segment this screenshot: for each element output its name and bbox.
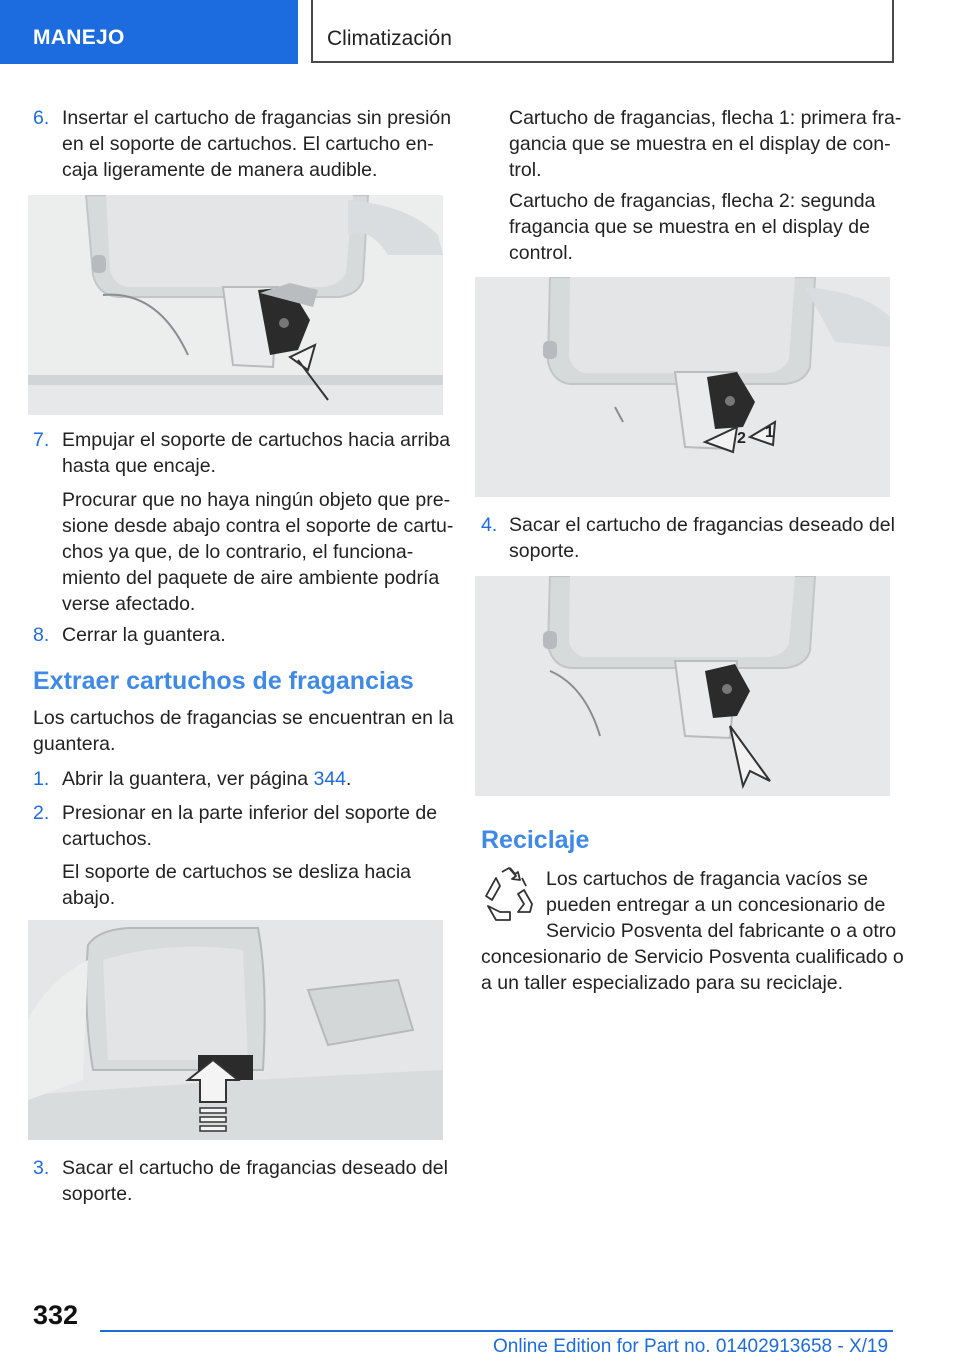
note-text: abajo. <box>62 887 116 909</box>
recycle-text: a un taller especializado para su reciclaje. <box>481 972 844 994</box>
illustration-cartridge-arrows <box>475 277 890 497</box>
recycle-text: pueden entregar a un concesionario de <box>546 894 886 916</box>
illustration-insert-cartridge <box>28 195 443 415</box>
step-text: Sacar el cartucho de fragancias deseado del <box>62 1157 448 1179</box>
step-text-tail: . <box>346 768 352 790</box>
step-text: Empujar el soporte de cartuchos hacia arriba <box>62 429 451 451</box>
note-text: El soporte de cartuchos se desliza hacia <box>62 861 412 883</box>
arrow-description: control. <box>509 242 573 264</box>
step-text: Cerrar la guantera. <box>62 624 226 646</box>
footer-divider <box>100 1330 893 1332</box>
arrow-description: gancia que se muestra en el display de con‐ <box>509 133 891 155</box>
callout-1: 1 <box>765 424 774 441</box>
section-title: MANEJO <box>33 26 125 49</box>
note-text: sione desde abajo contra el soporte de cartu‐ <box>62 515 454 537</box>
page-link[interactable]: 344 <box>313 768 347 790</box>
step-text-main: Abrir la guantera, ver página <box>62 768 314 790</box>
step-number: 7. <box>33 429 50 451</box>
step-number: 3. <box>33 1157 50 1179</box>
note-text: chos ya que, de lo contrario, el funciona‐ <box>62 541 414 563</box>
step-text: Sacar el cartucho de fragancias deseado del <box>509 514 895 536</box>
step-number: 1. <box>33 768 50 790</box>
step-number: 2. <box>33 802 50 824</box>
chapter-title: Climatización <box>327 27 452 50</box>
intro-text: Los cartuchos de fragancias se encuentran en la <box>33 707 454 729</box>
step-text: soporte. <box>62 1183 133 1205</box>
note-text: verse afectado. <box>62 593 196 615</box>
note-text: Procurar que no haya ningún objeto que pre‐ <box>62 489 451 511</box>
step-text: caja ligeramente de manera audible. <box>62 159 378 181</box>
step-text: en el soporte de cartuchos. El cartucho en‐ <box>62 133 434 155</box>
step-text: soporte. <box>509 540 580 562</box>
section-tab <box>0 0 298 64</box>
recycle-text: Servicio Posventa del fabricante o a otro <box>546 920 897 942</box>
recycle-text: concesionario de Servicio Posventa cualificado o <box>481 946 904 968</box>
arrow-description: trol. <box>509 159 542 181</box>
section-heading: Extraer cartuchos de fragancias <box>33 667 414 695</box>
arrow-description: Cartucho de fragancias, flecha 1: primera fra‐ <box>509 107 902 129</box>
callout-2: 2 <box>737 430 746 447</box>
page-number: 332 <box>33 1300 79 1330</box>
illustration-remove-cartridge <box>475 576 890 796</box>
arrow-description: Cartucho de fragancias, flecha 2: segunda <box>509 190 876 212</box>
edition-note: Online Edition for Part no. 01402913658 - X/19 <box>493 1336 889 1357</box>
chapter-box <box>311 0 894 63</box>
note-text: miento del paquete de aire ambiente podría <box>62 567 440 589</box>
step-text: hasta que encaje. <box>62 455 216 477</box>
step-number: 8. <box>33 624 50 646</box>
recycle-icon <box>482 866 536 924</box>
step-number: 6. <box>33 107 50 129</box>
intro-text: guantera. <box>33 733 116 755</box>
arrow-description: fragancia que se muestra en el display de <box>509 216 870 238</box>
recycle-text: Los cartuchos de fragancia vacíos se <box>546 868 868 890</box>
section-heading: Reciclaje <box>481 826 590 854</box>
step-number: 4. <box>481 514 498 536</box>
illustration-push-holder <box>28 920 443 1140</box>
step-text: cartuchos. <box>62 828 152 850</box>
step-text <box>62 766 351 792</box>
step-text: Presionar en la parte inferior del soporte de <box>62 802 438 824</box>
step-text: Insertar el cartucho de fragancias sin presión <box>62 107 452 129</box>
